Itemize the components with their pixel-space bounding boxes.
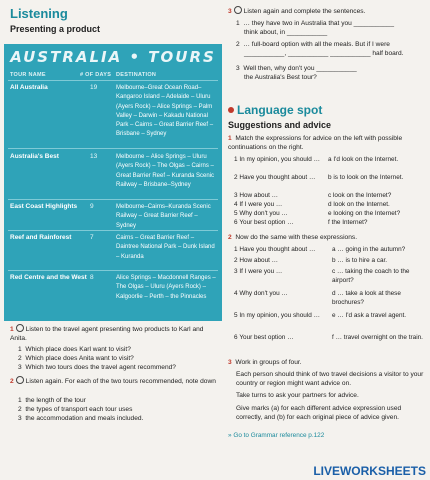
match-left: 4 If I were you …	[234, 201, 283, 208]
section-title: Listening	[10, 6, 68, 21]
exercise-2: 2 Listen again. For each of the two tours recommended, note down	[10, 378, 216, 385]
group-instruction: Each person should think of two travel decisions a visitor to your country or region might want advice on.	[236, 371, 424, 387]
header-destination: DESTINATION	[116, 72, 157, 78]
match-right: e looking on the Internet?	[328, 210, 401, 217]
exercise-2-item: 2 the types of transport each tour uses	[18, 406, 133, 413]
table-divider	[8, 270, 218, 271]
match-right: a I'd look on the Internet.	[328, 156, 399, 163]
match-right: c … taking the coach to the airport?	[332, 268, 410, 284]
match-right: d look on the Internet.	[328, 201, 390, 208]
tour-days: 13	[90, 153, 98, 160]
tour-destination: Melbourne–Great Ocean Road–Kangaroo Island – Adelaide – Uluru (Ayers Rock) – Alice Springs – Palm Valley – Darwin – Kakadu National Park – Cairns – Great Barrier Reef – Brisbane – Sydney	[116, 85, 214, 138]
match-right: f the Internet?	[328, 219, 368, 226]
match-exercise-1: 1 Match the expressions for advice on the left with possible continuations on the right.	[228, 135, 403, 151]
right-column	[228, 0, 430, 480]
table-divider	[8, 148, 218, 149]
table-divider	[8, 199, 218, 200]
sentence-3-cont: the Australia's Best tour?	[244, 74, 317, 81]
match-right: d … take a look at these brochures?	[332, 290, 401, 306]
match-right: a … going in the autumn?	[332, 246, 406, 253]
section-subtitle: Presenting a product	[10, 24, 101, 34]
tour-days: 7	[90, 234, 94, 241]
audio-icon[interactable]	[16, 324, 24, 332]
liveworksheets-logo: LIVEWORKSHEETS	[313, 464, 426, 478]
match-right: b is to look on the Internet.	[328, 174, 404, 181]
language-spot-subtitle: Suggestions and advice	[228, 120, 332, 130]
match-left: 3 If I were you …	[234, 268, 283, 275]
exercise-1-item: 2 Which place does Anita want to visit?	[18, 355, 134, 362]
match-right: e … I'd ask a travel agent.	[332, 312, 407, 319]
group-instruction: Give marks (a) for each different advice expression used correctly, and (b) for each original piece of advice given.	[236, 405, 402, 421]
match-left: 2 Have you thought about …	[234, 174, 316, 181]
exercise-2-item: 3 the accommodation and meals included.	[18, 415, 144, 422]
match-left: 1 In my opinion, you should …	[234, 156, 320, 163]
group-instruction: Take turns to ask your partners for advice.	[236, 392, 359, 399]
tour-name: Reef and Rainforest	[10, 234, 72, 241]
tours-table	[4, 44, 222, 321]
tour-destination: Melbourne–Cairns–Kuranda Scenic Railway – Great Barrier Reef – Sydney	[116, 204, 211, 229]
match-left: 4 Why don't you …	[234, 290, 288, 297]
tour-destination: Alice Springs – Macdonnell Ranges – The Olgas – Uluru (Ayers Rock) – Kalgoorlie – Perth – the Pinnacles	[116, 275, 216, 300]
tour-name: Red Centre and the West	[10, 274, 87, 281]
tours-logo: AUSTRALIA • TOURS	[10, 48, 216, 66]
tour-days: 8	[90, 274, 94, 281]
audio-icon[interactable]	[234, 6, 242, 14]
sentence-1-cont: think about, in ___________	[244, 29, 328, 36]
tour-days: 19	[90, 84, 98, 91]
match-left: 5 In my opinion, you should …	[234, 312, 320, 319]
table-divider	[8, 230, 218, 231]
table-divider	[8, 80, 218, 81]
match-right: b … is to hire a car.	[332, 257, 388, 264]
exercise-2-text: Listen again. For each of the two tours recommended, note down	[25, 378, 216, 385]
group-exercise: 3 Work in groups of four.	[228, 359, 302, 366]
audio-icon[interactable]	[16, 376, 24, 384]
match-left: 5 Why don't you …	[234, 210, 288, 217]
exercise-1-item: 3 Which two tours does the travel agent recommend?	[18, 364, 176, 371]
match-left: 6 Your best option …	[234, 334, 294, 341]
sentence-2-cont: ___________, ___________ ___________ half board.	[244, 50, 404, 57]
bullet-icon	[228, 107, 234, 113]
header-days: # OF DAYS	[80, 72, 112, 78]
sentence-2: 2 … full-board option with all the meals. But if I were	[236, 41, 390, 48]
match-left: 3 How about …	[234, 192, 279, 199]
match-right: f … travel overnight on the train.	[332, 334, 423, 341]
language-spot-title: Language spot	[228, 103, 322, 117]
grammar-reference-link[interactable]: » Go to Grammar reference p.122	[228, 432, 325, 439]
match-exercise-2: 2 Now do the same with these expressions.	[228, 234, 358, 241]
match-left: 1 Have you thought about …	[234, 246, 316, 253]
sentence-3: 3 Well then, why don't you ___________	[236, 65, 357, 72]
exercise-2-item: 1 the length of the tour	[18, 397, 86, 404]
tour-name: Australia's Best	[10, 153, 59, 160]
exercise-3: 3 Listen again and complete the sentences.	[228, 8, 366, 15]
match-right: c look on the Internet?	[328, 192, 392, 199]
match-left: 6 Your best option …	[234, 219, 294, 226]
tour-destination: Cairns – Great Barrier Reef – Daintree National Park – Dunk Island – Kuranda	[116, 235, 215, 260]
tour-destination: Melbourne – Alice Springs – Uluru (Ayers Rock) – The Olgas – Cairns – Great Barrier Reef – Kuranda Scenic Railway – Brisbane–Sydney	[116, 154, 215, 188]
exercise-1-text: Listen to the travel agent presenting two products to Karl and Anita.	[10, 326, 204, 342]
header-tour-name: TOUR NAME	[10, 72, 46, 78]
tour-days: 9	[90, 203, 94, 210]
tour-name: East Coast Highlights	[10, 203, 78, 210]
match-left: 2 How about …	[234, 257, 279, 264]
exercise-1-item: 1 Which place does Karl want to visit?	[18, 346, 131, 353]
tour-name: All Australia	[10, 84, 48, 91]
sentence-1: 1 … they have two in Australia that you ___________	[236, 20, 395, 27]
exercise-1: 1 Listen to the travel agent presenting two products to Karl and Anita.	[10, 326, 204, 342]
